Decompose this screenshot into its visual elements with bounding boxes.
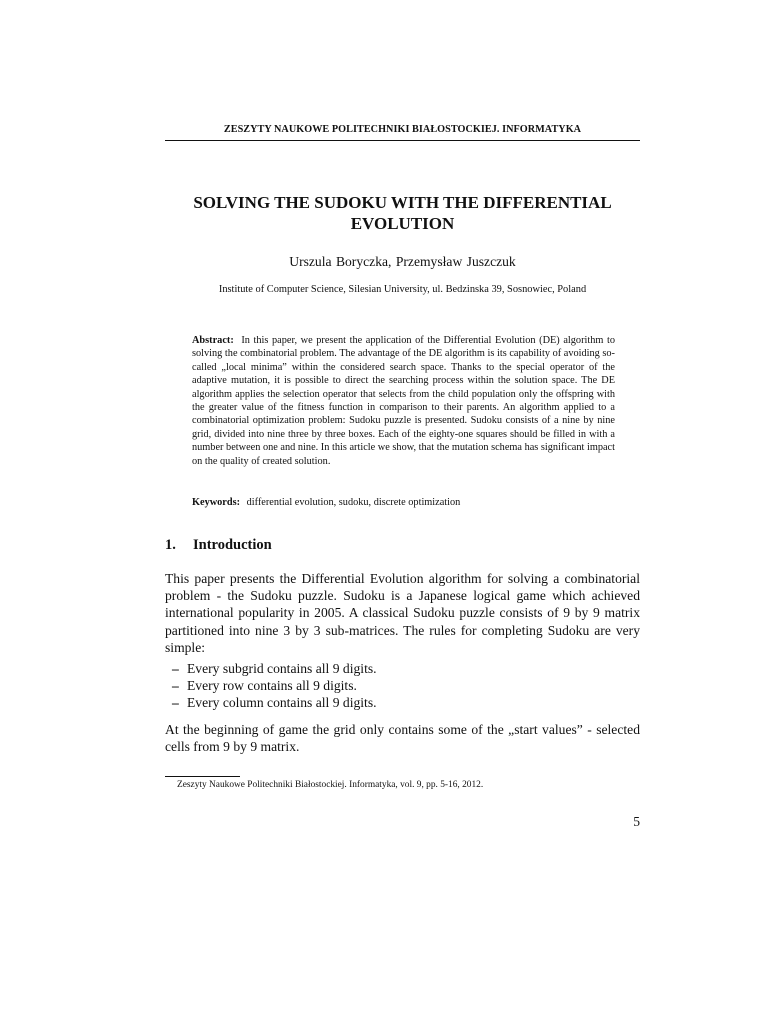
footnote: Zeszyty Naukowe Politechniki Białostockiej. Informatyka, vol. 9, pp. 5-16, 2012.	[177, 780, 484, 790]
list-item	[172, 694, 632, 711]
list-item	[172, 677, 632, 694]
bullet-dash: –	[172, 661, 179, 676]
bullet-dash: –	[172, 695, 179, 710]
page-number: 5	[633, 814, 640, 829]
keywords-text: differential evolution, sudoku, discrete optimization	[246, 497, 461, 508]
header-rule	[165, 140, 640, 141]
section-heading	[165, 537, 272, 554]
footnote-rule	[165, 776, 240, 777]
intro-paragraph-1: This paper presents the Differential Evolution algorithm for solving a combinatorial problem - the Sudoku puzzle. Sudoku is a Japanese logical game which achieved international popularity in 2005. A classical Sudoku puzzle consists of 9 by 9 matrix partitioned into nine 3 by 3 sub-matrices. The rules for completing Sudoku are very simple:	[165, 571, 640, 655]
authors: Urszula Boryczka, Przemysław Juszczuk	[289, 254, 516, 269]
abstract	[192, 334, 615, 468]
section-title: Introduction	[193, 537, 272, 553]
rules-list	[172, 660, 632, 711]
intro-paragraph-2: At the beginning of game the grid only contains some of the „start values” - selected cells from 9 by 9 matrix.	[165, 722, 640, 755]
title-line-1: SOLVING THE SUDOKU WITH THE DIFFERENTIAL	[193, 193, 612, 212]
abstract-label: Abstract:	[192, 335, 234, 346]
paper-title	[165, 192, 640, 234]
bullet-dash: –	[172, 678, 179, 693]
abstract-text: In this paper, we present the application of the Differential Evolution (DE) algorithm to solving the combinatorial problem. The advantage of the DE algorithm is its capability of avoiding so-called „local minima” within the considered search space. Thanks to the special operator of the adaptive mutation, it is possible to direct the searching process within the solution space. The DE algorithm applies the selection operator that selects from the child population only the offspring with the greater value of the fitness function in comparison to their parents. An algorithm applied to a combinatorial optimization problem: Sudoku puzzle is presented. Sudoku consists of a nine by nine grid, divided into nine three by three boxes. Each of the eighty-one squares should be filled in with a number between one and nine. In this article we show, that the mutation schema has significant impact on the quality of created solution.	[192, 335, 615, 467]
section-number: 1.	[165, 537, 176, 553]
keywords	[192, 497, 615, 508]
list-item-text: Every subgrid contains all 9 digits.	[187, 661, 377, 676]
title-line-2: EVOLUTION	[350, 214, 455, 233]
keywords-label: Keywords:	[192, 497, 241, 508]
list-item	[172, 660, 632, 677]
list-item-text: Every row contains all 9 digits.	[187, 678, 357, 693]
running-head: ZESZYTY NAUKOWE POLITECHNIKI BIAŁOSTOCKIEJ. INFORMATYKA	[223, 124, 582, 135]
affiliation: Institute of Computer Science, Silesian University, ul. Bedzinska 39, Sosnowiec, Poland	[218, 284, 587, 295]
list-item-text: Every column contains all 9 digits.	[187, 695, 377, 710]
